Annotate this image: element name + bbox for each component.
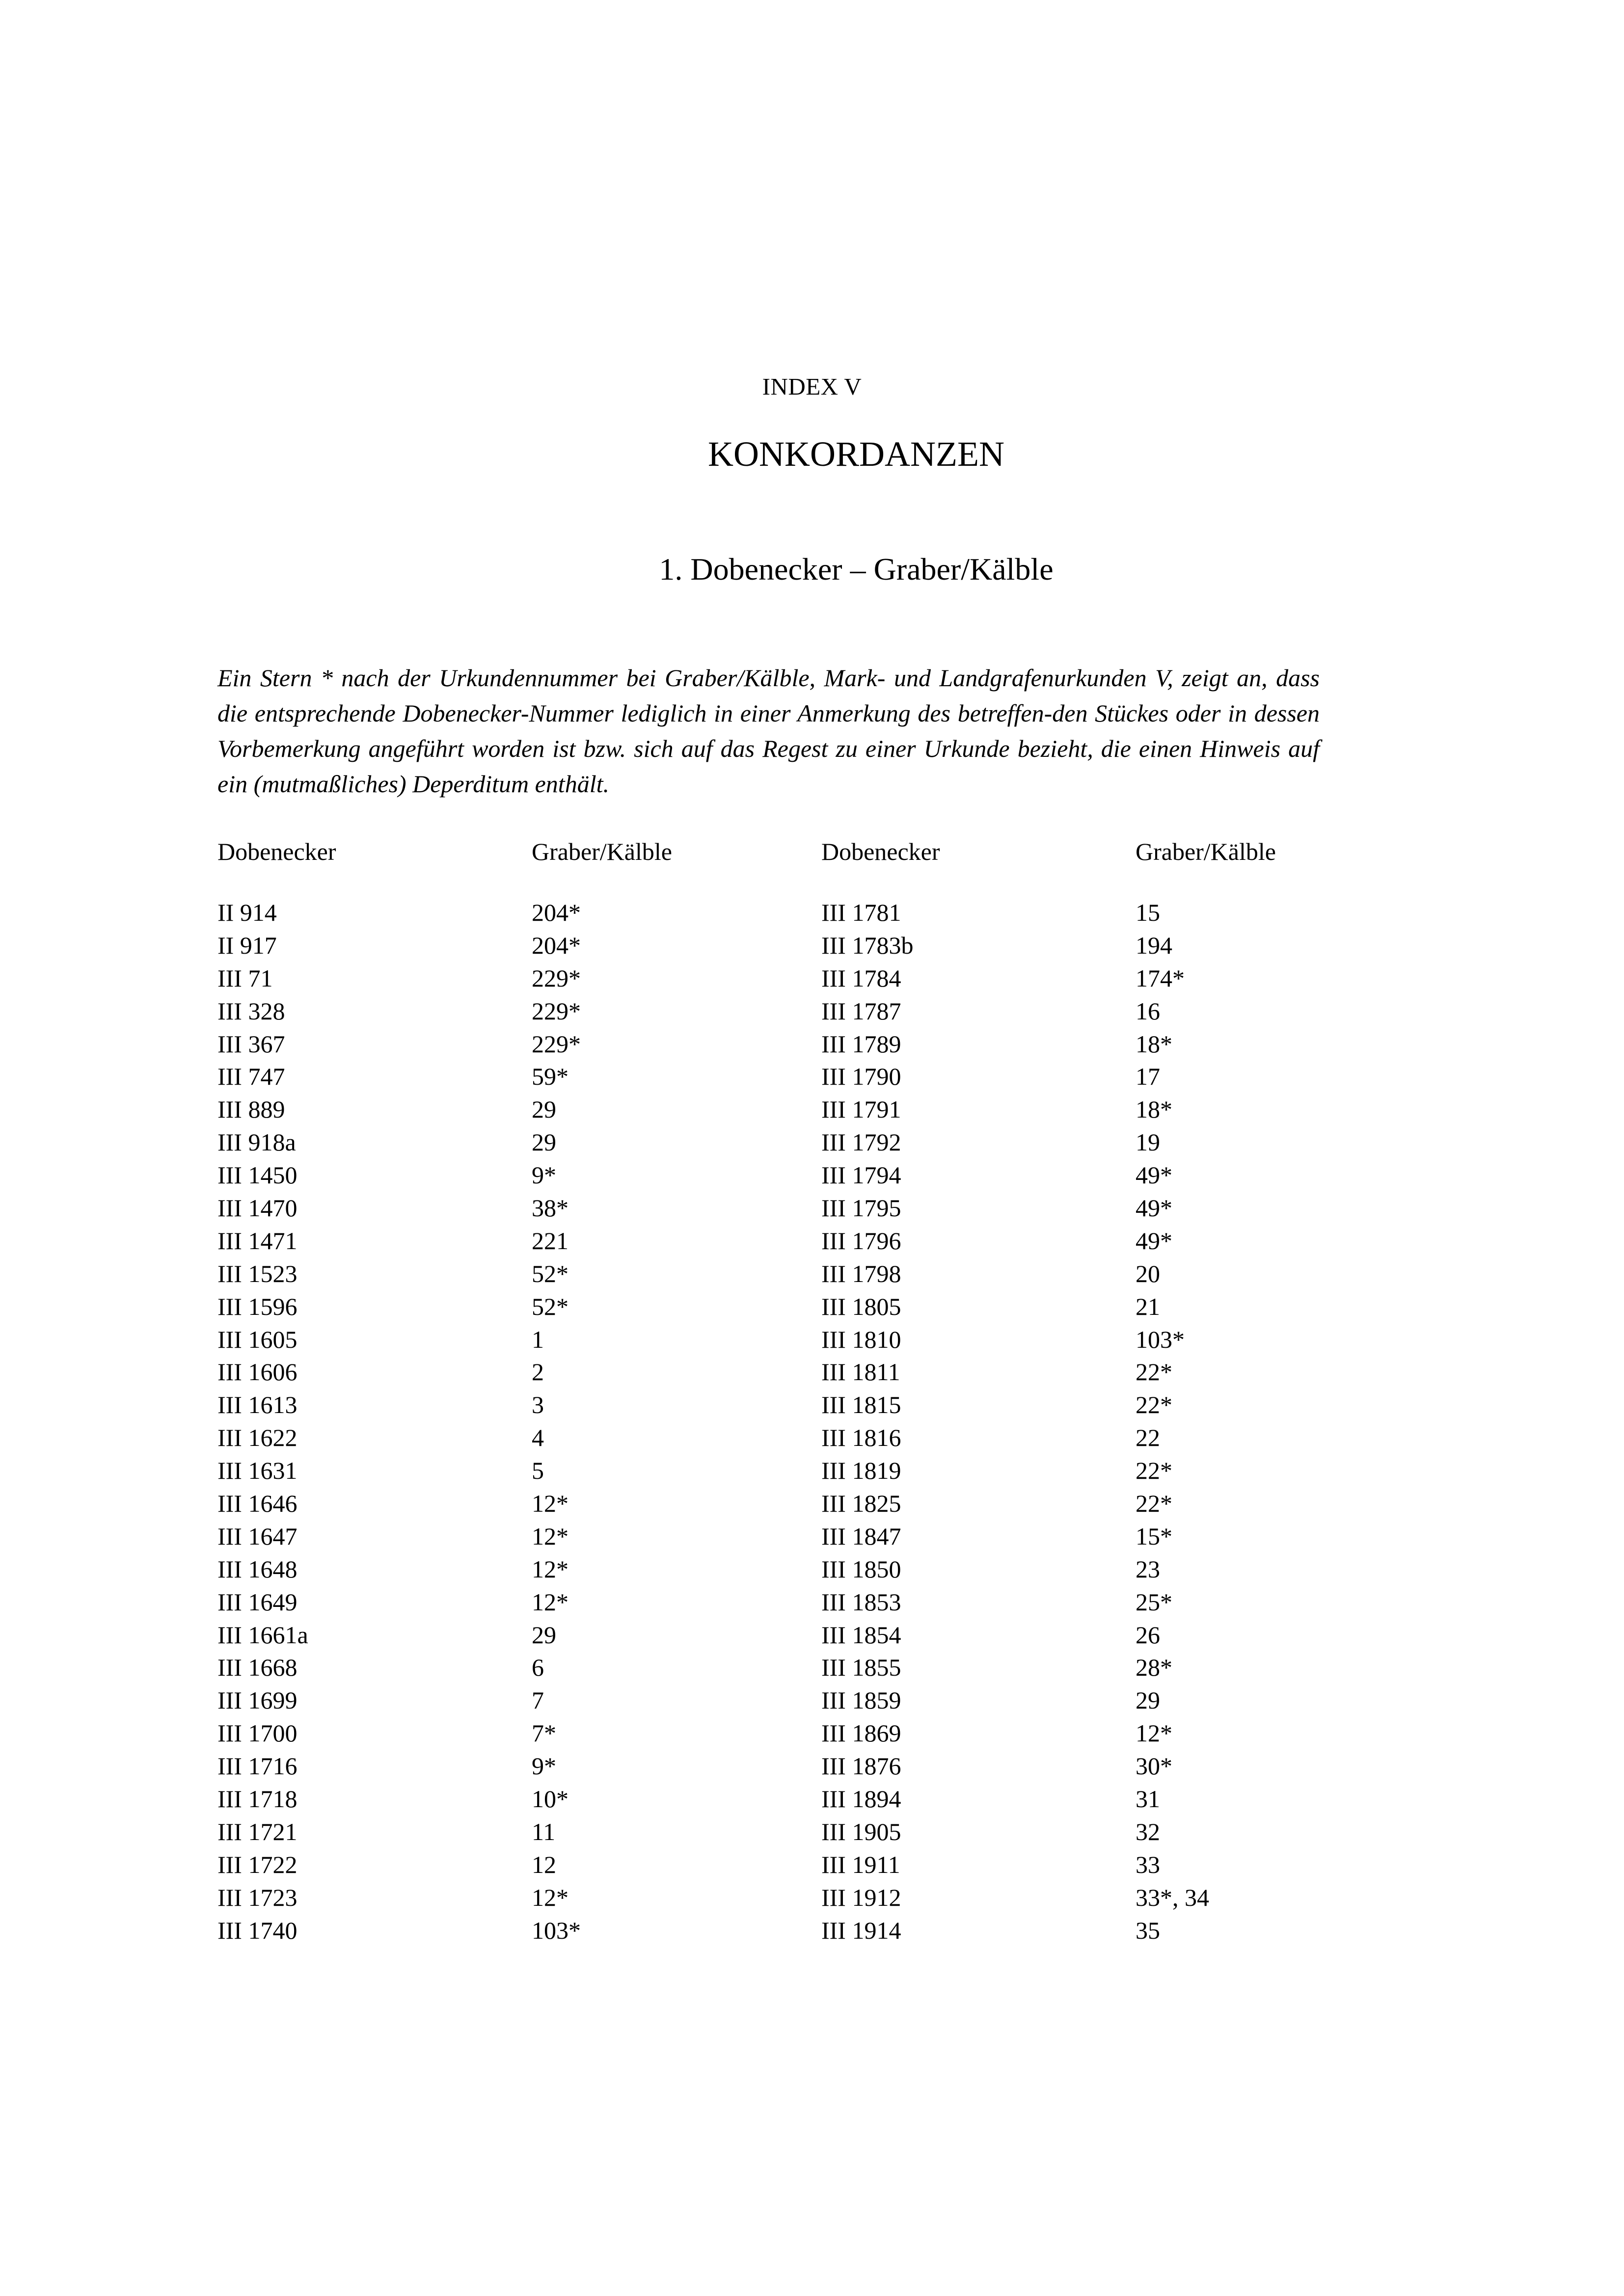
- cell-dobenecker-left: III 1647: [217, 1522, 298, 1550]
- cell-graber-kaelble-right: 103*: [1136, 1325, 1185, 1353]
- cell-graber-kaelble-right: 49*: [1136, 1227, 1172, 1255]
- table-row: [217, 1487, 1396, 1520]
- cell-dobenecker-right: III 1815: [821, 1391, 901, 1419]
- cell-dobenecker-right: III 1794: [821, 1161, 901, 1189]
- cell-dobenecker-right: III 1853: [821, 1588, 901, 1616]
- cell-graber-kaelble-left: 10*: [532, 1785, 568, 1813]
- table-row: [217, 1225, 1396, 1257]
- cell-graber-kaelble-right: 17: [1136, 1063, 1160, 1091]
- cell-dobenecker-left: III 71: [217, 964, 273, 992]
- cell-graber-kaelble-left: 12*: [532, 1490, 568, 1518]
- cell-graber-kaelble-right: 49*: [1136, 1194, 1172, 1222]
- table-row: [217, 1914, 1396, 1947]
- cell-graber-kaelble-left: 12*: [532, 1555, 568, 1583]
- cell-graber-kaelble-right: 31: [1136, 1785, 1160, 1813]
- cell-graber-kaelble-left: 221: [532, 1227, 568, 1255]
- cell-dobenecker-left: III 1631: [217, 1457, 298, 1485]
- cell-dobenecker-left: II 914: [217, 899, 277, 926]
- cell-graber-kaelble-left: 9*: [532, 1161, 556, 1189]
- table-row: [217, 1750, 1396, 1783]
- cell-graber-kaelble-right: 35: [1136, 1916, 1160, 1944]
- table-row: [217, 962, 1396, 995]
- cell-graber-kaelble-left: 6: [532, 1654, 544, 1682]
- cell-graber-kaelble-left: 12*: [532, 1883, 568, 1911]
- cell-dobenecker-right: III 1792: [821, 1128, 901, 1156]
- cell-dobenecker-left: III 1699: [217, 1686, 298, 1714]
- table-row: [217, 1257, 1396, 1290]
- cell-dobenecker-right: III 1787: [821, 997, 901, 1025]
- table-row: [217, 1619, 1396, 1652]
- column-header-graber-kaelble-left: Graber/Kälble: [532, 838, 672, 865]
- cell-graber-kaelble-left: 59*: [532, 1063, 568, 1091]
- cell-dobenecker-right: III 1905: [821, 1817, 901, 1845]
- cell-dobenecker-left: III 918a: [217, 1128, 296, 1156]
- table-row: [217, 1684, 1396, 1717]
- table-row: [217, 896, 1396, 929]
- cell-dobenecker-left: III 1718: [217, 1785, 298, 1813]
- cell-graber-kaelble-right: 49*: [1136, 1161, 1172, 1189]
- cell-graber-kaelble-left: 29: [532, 1621, 556, 1649]
- table-row: [217, 929, 1396, 962]
- table-row: [217, 1553, 1396, 1586]
- cell-graber-kaelble-left: 7*: [532, 1719, 556, 1747]
- table-row: [217, 1356, 1396, 1388]
- cell-dobenecker-left: III 1622: [217, 1424, 298, 1452]
- table-row: [217, 1126, 1396, 1159]
- cell-graber-kaelble-right: 22*: [1136, 1358, 1172, 1386]
- cell-graber-kaelble-left: 229*: [532, 1030, 581, 1058]
- cell-graber-kaelble-right: 26: [1136, 1621, 1160, 1649]
- cell-graber-kaelble-left: 229*: [532, 964, 581, 992]
- cell-dobenecker-left: III 747: [217, 1063, 285, 1091]
- cell-dobenecker-left: III 1523: [217, 1259, 298, 1287]
- cell-dobenecker-left: III 1668: [217, 1654, 298, 1682]
- table-row: [217, 1388, 1396, 1421]
- cell-dobenecker-left: III 1723: [217, 1883, 298, 1911]
- cell-graber-kaelble-left: 7: [532, 1686, 544, 1714]
- cell-graber-kaelble-right: 19: [1136, 1128, 1160, 1156]
- table-row: [217, 1192, 1396, 1225]
- cell-graber-kaelble-left: 38*: [532, 1194, 568, 1222]
- cell-dobenecker-left: III 1605: [217, 1325, 298, 1353]
- cell-graber-kaelble-left: 12*: [532, 1522, 568, 1550]
- table-row: [217, 995, 1396, 1028]
- cell-graber-kaelble-right: 22*: [1136, 1490, 1172, 1518]
- table-row: [217, 1323, 1396, 1356]
- cell-dobenecker-left: III 1470: [217, 1194, 298, 1222]
- cell-graber-kaelble-right: 18*: [1136, 1030, 1172, 1058]
- cell-graber-kaelble-left: 103*: [532, 1916, 581, 1944]
- cell-dobenecker-right: III 1810: [821, 1325, 901, 1353]
- cell-dobenecker-left: III 1606: [217, 1358, 298, 1386]
- cell-graber-kaelble-right: 22: [1136, 1424, 1160, 1452]
- cell-graber-kaelble-left: 29: [532, 1095, 556, 1123]
- cell-dobenecker-left: III 1649: [217, 1588, 298, 1616]
- cell-graber-kaelble-left: 52*: [532, 1259, 568, 1287]
- cell-dobenecker-right: III 1847: [821, 1522, 901, 1550]
- table-row: [217, 1717, 1396, 1750]
- table-row: [217, 1848, 1396, 1881]
- cell-graber-kaelble-right: 15: [1136, 899, 1160, 926]
- cell-graber-kaelble-right: 32: [1136, 1817, 1160, 1845]
- cell-dobenecker-left: III 1700: [217, 1719, 298, 1747]
- cell-graber-kaelble-right: 22*: [1136, 1391, 1172, 1419]
- cell-dobenecker-right: III 1805: [821, 1292, 901, 1320]
- cell-dobenecker-left: III 1722: [217, 1850, 298, 1878]
- cell-graber-kaelble-right: 33*, 34: [1136, 1883, 1209, 1911]
- column-header-dobenecker-left: Dobenecker: [217, 838, 336, 865]
- cell-graber-kaelble-left: 5: [532, 1457, 544, 1485]
- cell-dobenecker-left: III 1740: [217, 1916, 298, 1944]
- cell-graber-kaelble-left: 2: [532, 1358, 544, 1386]
- table-row: [217, 1586, 1396, 1619]
- cell-dobenecker-right: III 1859: [821, 1686, 901, 1714]
- page-title: KONKORDANZEN: [708, 434, 1004, 474]
- cell-graber-kaelble-left: 12: [532, 1850, 556, 1878]
- cell-dobenecker-right: III 1819: [821, 1457, 901, 1485]
- cell-graber-kaelble-right: 18*: [1136, 1095, 1172, 1123]
- table-row: [217, 1093, 1396, 1126]
- cell-dobenecker-right: III 1811: [821, 1358, 900, 1386]
- cell-dobenecker-left: III 1596: [217, 1292, 298, 1320]
- cell-graber-kaelble-left: 204*: [532, 931, 581, 959]
- intro-paragraph: Ein Stern * nach der Urkundennummer bei Graber/Kälble, Mark- und Landgrafenurkunden V, zeigt an, dass die entsprechende Dobenecker-Nummer lediglich in einer Anmerkung des betreffen-den Stückes oder in dessen Vorbemerkung angeführt worden ist bzw. sich auf das Regest zu einer Urkunde bezieht, die einen Hinweis auf ein (mutmaßliches) Deperditum enthält.: [217, 664, 1320, 798]
- cell-graber-kaelble-right: 174*: [1136, 964, 1185, 992]
- cell-graber-kaelble-left: 12*: [532, 1588, 568, 1616]
- table-row: [217, 1421, 1396, 1454]
- cell-dobenecker-right: III 1789: [821, 1030, 901, 1058]
- cell-dobenecker-left: III 1450: [217, 1161, 298, 1189]
- table-row: [217, 1454, 1396, 1487]
- cell-dobenecker-right: III 1798: [821, 1259, 901, 1287]
- cell-graber-kaelble-right: 21: [1136, 1292, 1160, 1320]
- cell-graber-kaelble-right: 194: [1136, 931, 1172, 959]
- cell-dobenecker-left: III 328: [217, 997, 285, 1025]
- cell-dobenecker-right: III 1912: [821, 1883, 901, 1911]
- cell-dobenecker-right: III 1796: [821, 1227, 901, 1255]
- cell-dobenecker-right: III 1790: [821, 1063, 901, 1091]
- cell-dobenecker-left: III 1716: [217, 1752, 298, 1780]
- cell-dobenecker-left: III 889: [217, 1095, 285, 1123]
- cell-graber-kaelble-left: 52*: [532, 1292, 568, 1320]
- cell-dobenecker-left: III 367: [217, 1030, 285, 1058]
- cell-graber-kaelble-left: 229*: [532, 997, 581, 1025]
- cell-dobenecker-left: III 1646: [217, 1490, 298, 1518]
- cell-dobenecker-left: III 1613: [217, 1391, 298, 1419]
- cell-dobenecker-right: III 1911: [821, 1850, 900, 1878]
- table-row: [217, 1815, 1396, 1848]
- index-label: INDEX V: [762, 373, 862, 400]
- cell-graber-kaelble-right: 28*: [1136, 1654, 1172, 1682]
- cell-dobenecker-right: III 1855: [821, 1654, 901, 1682]
- cell-graber-kaelble-left: 3: [532, 1391, 544, 1419]
- table-row: [217, 1651, 1396, 1684]
- cell-dobenecker-left: II 917: [217, 931, 277, 959]
- cell-dobenecker-left: III 1721: [217, 1817, 298, 1845]
- cell-graber-kaelble-right: 22*: [1136, 1457, 1172, 1485]
- cell-graber-kaelble-left: 9*: [532, 1752, 556, 1780]
- table-row: [217, 1520, 1396, 1553]
- column-header-graber-kaelble-right: Graber/Kälble: [1136, 838, 1276, 865]
- cell-graber-kaelble-left: 4: [532, 1424, 544, 1452]
- section-title: 1. Dobenecker – Graber/Kälble: [659, 552, 1054, 587]
- table-row: [217, 1028, 1396, 1061]
- cell-dobenecker-right: III 1795: [821, 1194, 901, 1222]
- cell-graber-kaelble-right: 15*: [1136, 1522, 1172, 1550]
- cell-dobenecker-right: III 1825: [821, 1490, 901, 1518]
- table-row: [217, 1881, 1396, 1914]
- cell-dobenecker-left: III 1648: [217, 1555, 298, 1583]
- concordance-table: [217, 896, 1396, 1976]
- cell-graber-kaelble-left: 204*: [532, 899, 581, 926]
- cell-dobenecker-right: III 1854: [821, 1621, 901, 1649]
- table-row: [217, 1159, 1396, 1192]
- cell-graber-kaelble-right: 20: [1136, 1259, 1160, 1287]
- table-row: [217, 1060, 1396, 1093]
- cell-dobenecker-left: III 1471: [217, 1227, 298, 1255]
- cell-dobenecker-right: III 1914: [821, 1916, 901, 1944]
- cell-graber-kaelble-right: 25*: [1136, 1588, 1172, 1616]
- cell-dobenecker-left: III 1661a: [217, 1621, 308, 1649]
- cell-dobenecker-right: III 1784: [821, 964, 901, 992]
- cell-dobenecker-right: III 1816: [821, 1424, 901, 1452]
- cell-dobenecker-right: III 1876: [821, 1752, 901, 1780]
- cell-graber-kaelble-left: 1: [532, 1325, 544, 1353]
- cell-graber-kaelble-right: 33: [1136, 1850, 1160, 1878]
- cell-graber-kaelble-left: 11: [532, 1817, 556, 1845]
- table-row: [217, 1783, 1396, 1815]
- cell-graber-kaelble-right: 29: [1136, 1686, 1160, 1714]
- cell-dobenecker-right: III 1791: [821, 1095, 901, 1123]
- cell-graber-kaelble-right: 16: [1136, 997, 1160, 1025]
- cell-graber-kaelble-right: 12*: [1136, 1719, 1172, 1747]
- cell-dobenecker-right: III 1783b: [821, 931, 914, 959]
- table-header: [217, 834, 1396, 869]
- cell-graber-kaelble-left: 29: [532, 1128, 556, 1156]
- cell-dobenecker-right: III 1869: [821, 1719, 901, 1747]
- cell-graber-kaelble-right: 23: [1136, 1555, 1160, 1583]
- cell-dobenecker-right: III 1781: [821, 899, 901, 926]
- column-header-dobenecker-right: Dobenecker: [821, 838, 940, 865]
- cell-dobenecker-right: III 1894: [821, 1785, 901, 1813]
- table-row: [217, 1290, 1396, 1323]
- cell-dobenecker-right: III 1850: [821, 1555, 901, 1583]
- cell-graber-kaelble-right: 30*: [1136, 1752, 1172, 1780]
